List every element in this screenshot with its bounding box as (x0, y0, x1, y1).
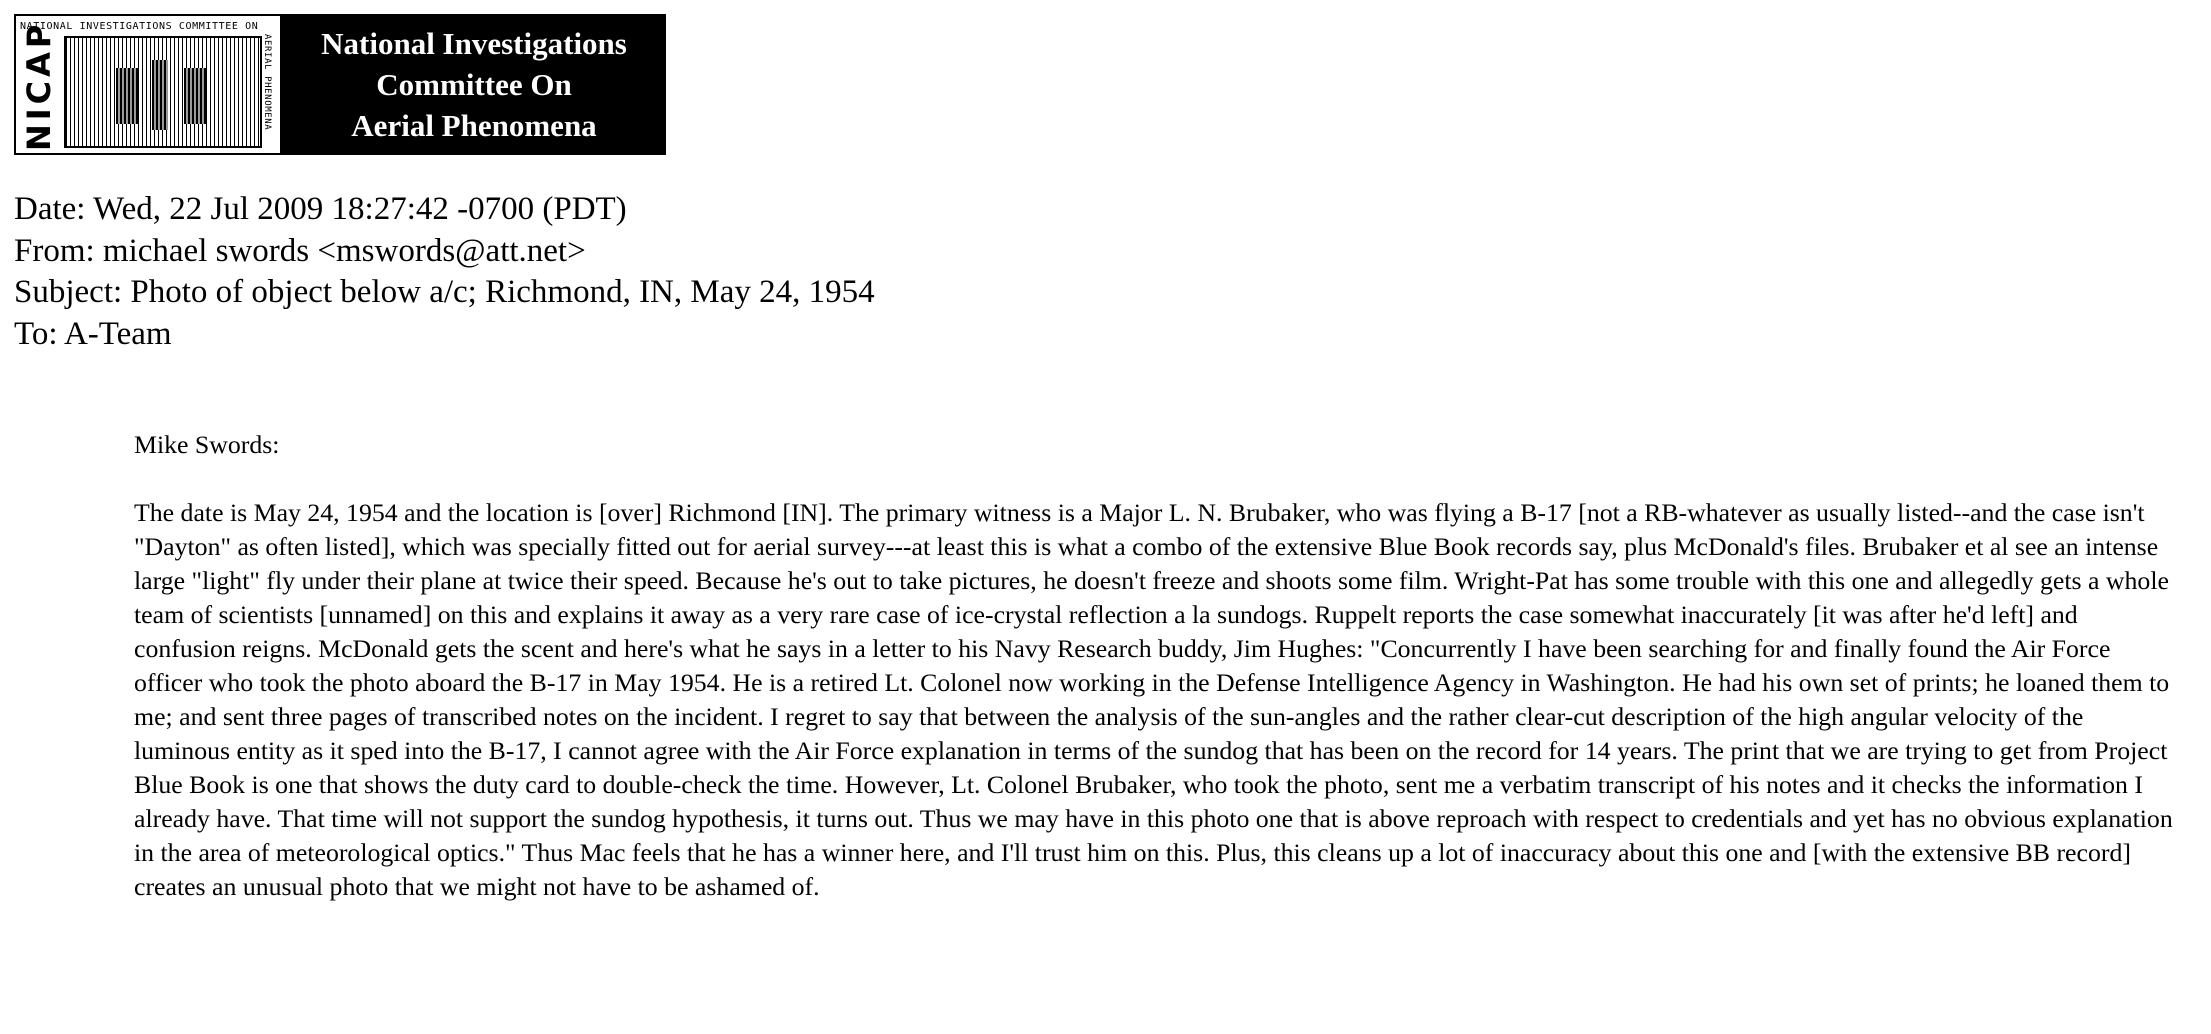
logo-title (284, 14, 664, 155)
message-author: Mike Swords: (134, 430, 280, 459)
email-subject: Subject: Photo of object below a/c; Richmond, IN, May 24, 1954 (14, 274, 875, 310)
email-date: Date: Wed, 22 Jul 2009 18:27:42 -0700 (PDT) (14, 191, 627, 227)
message-paragraph: The date is May 24, 1954 and the location is [over] Richmond [IN]. The primary witness is a Major L. N. Brubaker, who was flying a B-17 [not a RB-whatever as usually listed--and the case isn't "Dayton" as often listed], which was specially fitted out for aerial survey---at least this is what a combo of the extensive Blue Book records say, plus McDonald's files. Brubaker et al see an intense large "light" fly under their plane at twice their speed. Because he's out to take pictures, he doesn't freeze and shoots some film. Wright-Pat has some trouble with this one and allegedly gets a whole team of scientists [unnamed] on this and explains it away as a very rare case of ice-crystal reflection a la sundogs. Ruppelt reports the case somewhat inaccurately [it was after he'd left] and confusion reigns. McDonald gets the scent and here's what he says in a letter to his Navy Research buddy, Jim Hughes: "Concurrently I have been searching for and finally found the Air Force officer who took the photo aboard the B-17 in May 1954. He is a retired Lt. Colonel now working in the Defense Intelligence Agency in Washington. He had his own set of prints; he loaned them to me; and sent three pages of transcribed notes on the incident. I regret to say that between the analysis of the sun-angles and the rather clear-cut description of the high angular velocity of the luminous entity as it sped into the B-17, I cannot agree with the Air Force explanation in terms of the sundog that has been on the record for 14 years. The print that we are trying to get from Project Blue Book is one that shows the duty card to double-check the time. However, Lt. Colonel Brubaker, who took the photo, sent me a verbatim transcript of his notes and it checks the information I already have. That time will not support the sundog hypothesis, it turns out. Thus we may have in this photo one that is above reproach with respect to credentials and yet has no obvious explanation in the area of meteorological optics." Thus Mac feels that he has a winner here, and I'll trust him on this. Plus, this cleans up a lot of inaccuracy about this one and [with the extensive BB record] creates an unusual photo that we might not have to be ashamed of. (134, 498, 2173, 901)
seal-acronym: NICAP (20, 20, 58, 151)
seal-emblem-image (64, 36, 262, 148)
email-to: To: A-Team (14, 315, 172, 352)
nicap-seal (16, 16, 280, 153)
logo-title-line-1: National Investigations (321, 26, 627, 61)
logo-title-line-3: Aerial Phenomena (351, 108, 597, 143)
message-body (134, 428, 2174, 938)
logo-title-line-2: Committee On (376, 67, 572, 102)
email-headers (14, 189, 875, 355)
email-from: From: michael swords <mswords@att.net> (14, 232, 586, 269)
seal-top-text: NATIONAL INVESTIGATIONS COMMITTEE ON (20, 21, 259, 32)
nicap-logo (14, 14, 666, 155)
seal-side-text: AERIAL PHENOMENA (262, 34, 272, 131)
